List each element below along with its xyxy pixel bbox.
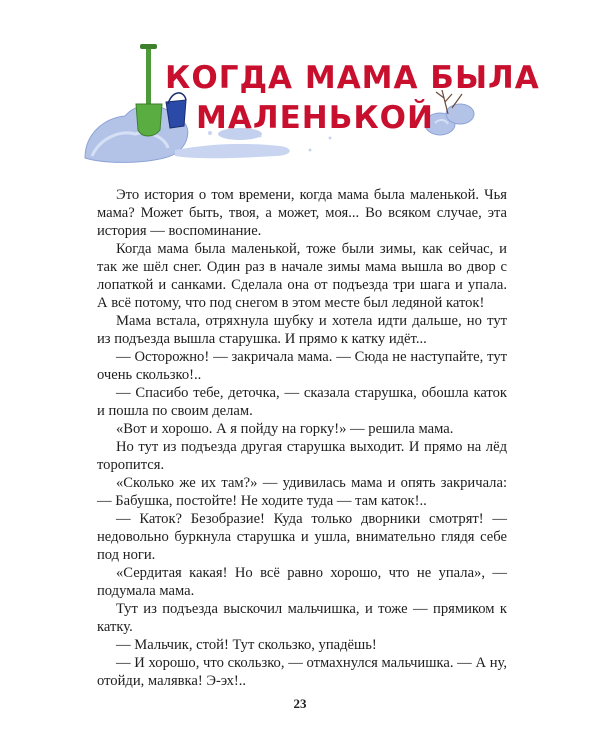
chapter-title-line-2: МАЛЕНЬКОЙ bbox=[196, 100, 434, 136]
paragraph: Мама встала, отряхнула шубку и хотела идти дальше, но тут из подъезда вышла старушка. И прямо к катку идёт... bbox=[97, 313, 507, 347]
paragraph: Это история о том времени, когда мама была маленькой. Чья мама? Может быть, твоя, а может, моя... Во всяком случае, эта история — воспоминание. bbox=[97, 187, 507, 239]
paragraph: «Сердитая какая! Но всё равно хорошо, что не упала», — подумала мама. bbox=[97, 565, 507, 599]
paragraph: — Осторожно! — закричала мама. — Сюда не наступайте, тут очень скользко!.. bbox=[97, 349, 507, 383]
paragraph: «Вот и хорошо. А я пойду на горку!» — решила мама. bbox=[116, 421, 454, 437]
chapter-title-line-1: КОГДА МАМА БЫЛА bbox=[165, 60, 540, 96]
paragraph: — Спасибо тебе, деточка, — сказала старушка, обошла каток и пошла по своим делам. bbox=[97, 385, 507, 419]
page-number: 23 bbox=[293, 696, 307, 711]
snow-trail bbox=[175, 144, 290, 158]
paragraph: «Сколько же их там?» — удивилась мама и опять закричала: — Бабушка, постойте! Не ходите туда — там каток!.. bbox=[97, 475, 507, 509]
paragraph: Когда мама была маленькой, тоже были зимы, как сейчас, и так же шёл снег. Один раз в начале зимы мама вышла во двор с лопаткой и санками. Сделала она от подъезда три шага и упала. А всё потому, что под снегом в этом месте был ледяной каток! bbox=[97, 241, 507, 311]
paragraph: — Мальчик, стой! Тут скользко, упадёшь! bbox=[116, 637, 377, 653]
paragraph: — И хорошо, что скользко, — отмахнулся мальчишка. — А ну, отойди, малявка! Э-эх!.. bbox=[97, 655, 507, 689]
chapter-title bbox=[165, 58, 540, 138]
paragraph: Тут из подъезда выскочил мальчишка, и тоже — прямиком к катку. bbox=[97, 601, 507, 635]
story-text bbox=[97, 186, 507, 690]
paragraph: Но тут из подъезда другая старушка выходит. И прямо на лёд торопится. bbox=[97, 439, 507, 473]
shovel-icon bbox=[136, 44, 162, 136]
paragraph: — Каток? Безобразие! Куда только дворники смотрят! — недовольно буркнула старушка и ушла, внимательно глядя себе под ноги. bbox=[97, 511, 507, 563]
